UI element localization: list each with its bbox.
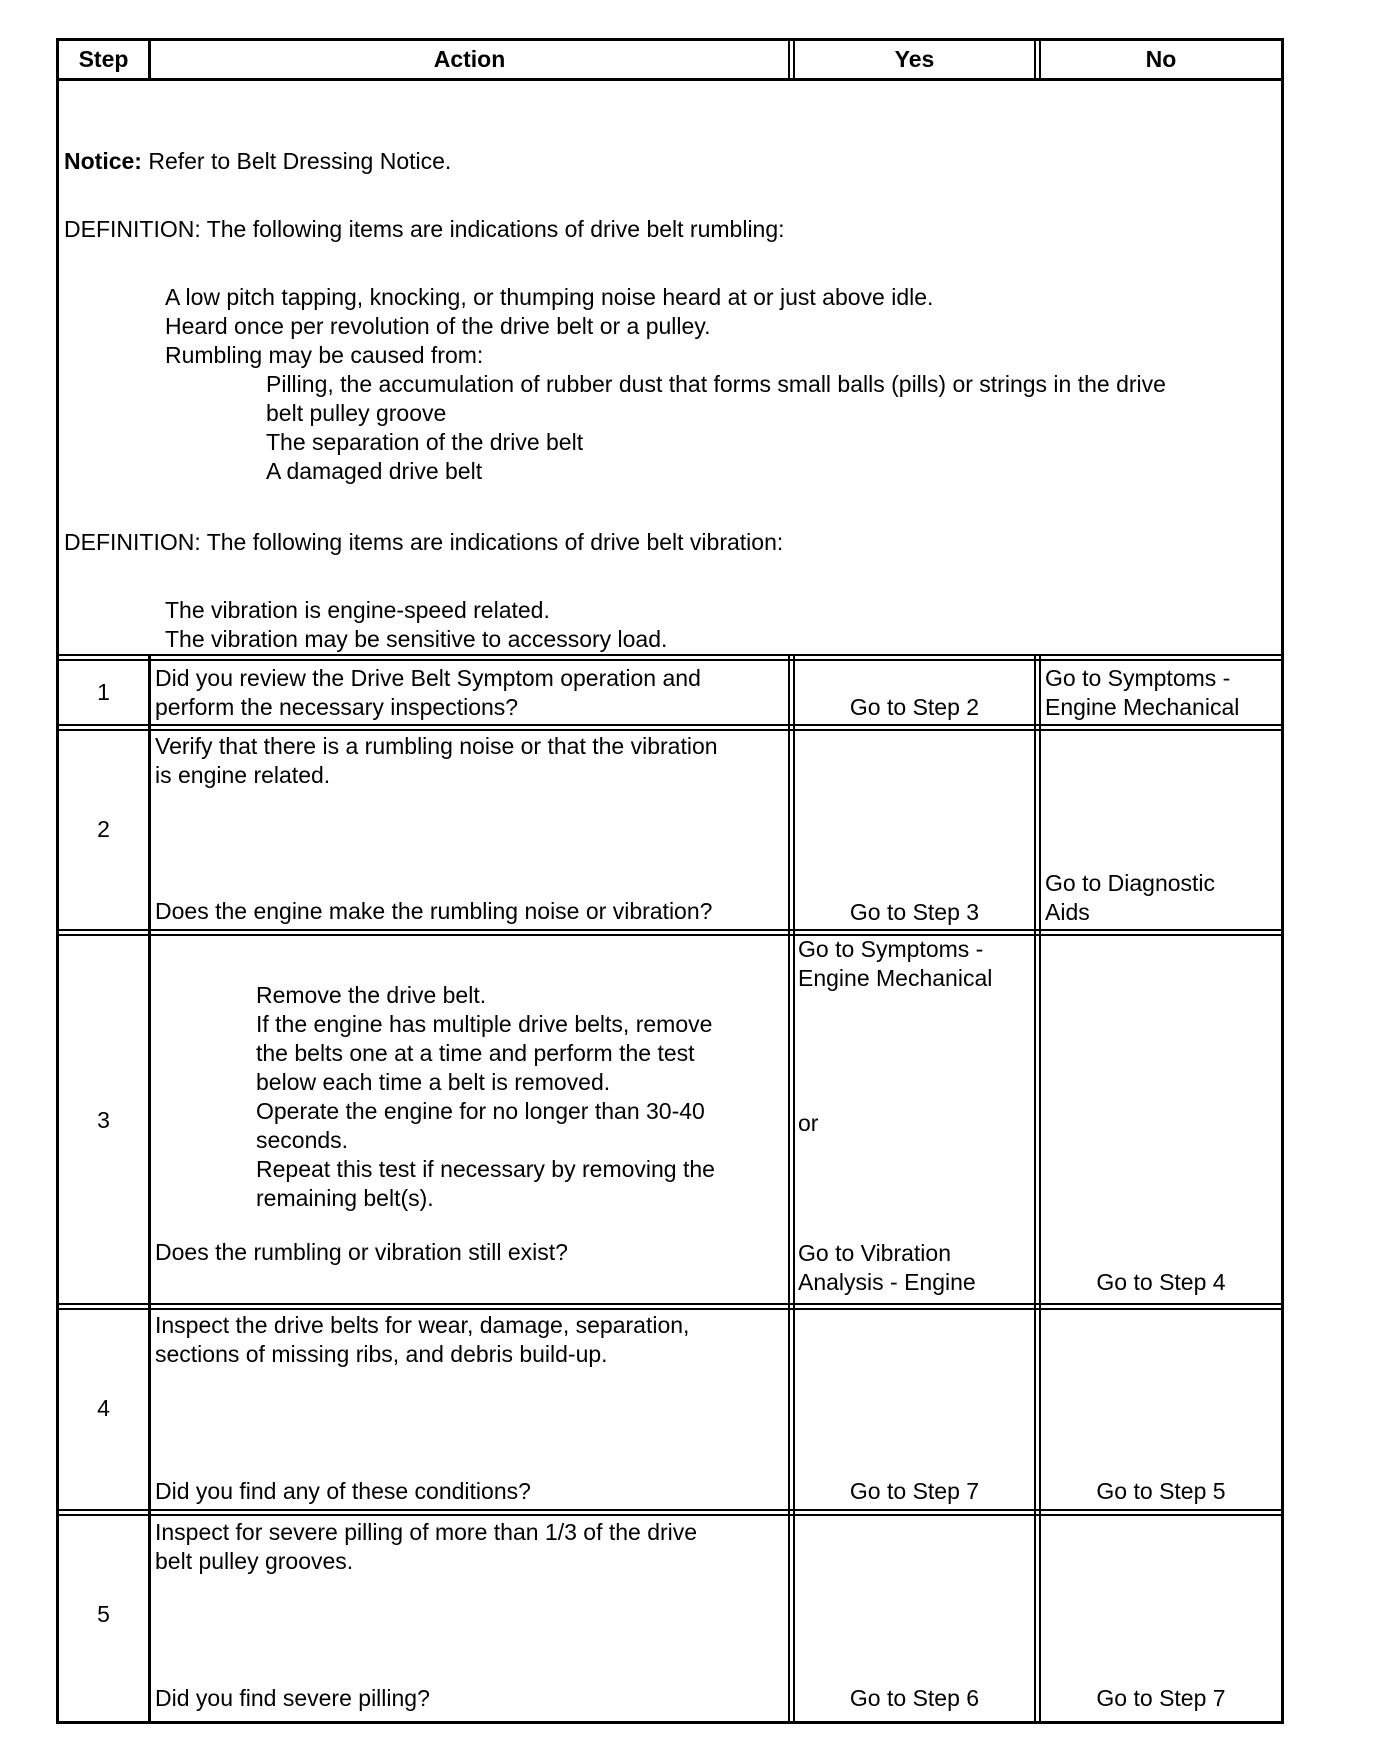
row-divider (56, 1509, 1284, 1511)
list-item: Rumbling may be caused from: (165, 342, 484, 368)
step-no: Go to Diagnostic Aids (1045, 870, 1216, 925)
body-col-divider (1039, 654, 1041, 1724)
body-col-divider (788, 654, 790, 1724)
list-item: Heard once per revolution of the drive belt or a pulley. (165, 313, 711, 339)
step-no: Go to Step 7 (1096, 1685, 1226, 1711)
body-col-divider (148, 654, 151, 1724)
header-col-divider (788, 38, 790, 81)
step-yes: Go to Step 7 (849, 1478, 980, 1504)
step-action: Inspect the drive belts for wear, damage, separation, sections of missing ribs, and debris build-up. (155, 1312, 690, 1367)
table-border-left (56, 38, 59, 1724)
list-item: Pilling, the accumulation of rubber dust that forms small balls (pills) or strings in the drive (266, 371, 1166, 397)
list-item: The separation of the drive belt (266, 429, 584, 455)
notice-text: Refer to Belt Dressing Notice. (141, 148, 452, 174)
step-action: Inspect for severe pilling of more than 1/3 of the drive belt pulley grooves. (155, 1519, 698, 1574)
step-number: 3 (97, 1107, 110, 1133)
list-item: belt pulley groove (266, 400, 447, 426)
row-divider (56, 934, 1284, 936)
table-border-right (1281, 38, 1284, 1724)
row-divider (56, 1308, 1284, 1310)
header-no: No (1145, 46, 1177, 72)
vibration-indications (165, 596, 1265, 654)
row-divider (56, 729, 1284, 731)
step-yes-or: or (798, 1110, 819, 1136)
header-step: Step (78, 46, 129, 72)
step-question: Did you find any of these conditions? (155, 1478, 531, 1504)
definition-vibration: DEFINITION: The following items are indications of drive belt vibration: (64, 529, 784, 555)
row-divider (56, 659, 1284, 661)
step-no: Go to Step 5 (1096, 1478, 1226, 1504)
row-divider (56, 1303, 1284, 1305)
header-action: Action (433, 46, 506, 72)
step-yes: Go to Step 6 (849, 1685, 980, 1711)
list-item: A low pitch tapping, knocking, or thumping noise heard at or just above idle. (165, 284, 934, 310)
step-no: Go to Symptoms - Engine Mechanical (1045, 665, 1240, 720)
step-number: 5 (97, 1601, 110, 1627)
rumbling-causes (266, 370, 1276, 486)
row-divider (56, 1514, 1284, 1516)
body-col-divider (793, 654, 795, 1724)
definition-rumbling: DEFINITION: The following items are indications of drive belt rumbling: (64, 216, 785, 242)
header-col-divider (1034, 38, 1036, 81)
step-number: 2 (97, 816, 110, 842)
step-question: Does the engine make the rumbling noise or vibration? (155, 898, 713, 924)
list-item: The vibration may be sensitive to accessory load. (165, 626, 668, 652)
row-divider (56, 929, 1284, 931)
step-action: Did you review the Drive Belt Symptom operation and perform the necessary inspections? (155, 665, 701, 720)
step-yes: Go to Step 2 (849, 694, 980, 720)
row-divider (56, 724, 1284, 726)
body-col-divider (1034, 654, 1036, 1724)
list-item: The vibration is engine-speed related. (165, 597, 550, 623)
table-border-bottom (56, 1721, 1284, 1724)
notice-label: Notice: (64, 148, 142, 174)
notice-line (64, 147, 1264, 176)
step-yes: Go to Step 3 (849, 899, 980, 925)
step-yes: Go to Symptoms - Engine Mechanical (798, 936, 993, 991)
header-divider (56, 78, 1284, 81)
header-yes: Yes (894, 46, 935, 72)
step-number: 1 (97, 679, 110, 705)
step-question: Did you find severe pilling? (155, 1685, 430, 1711)
step-action: Remove the drive belt. If the engine has multiple drive belts, remove the belts one at a time and perform the test below each time a belt is removed. Operate the engine for no longer than 30-40 seconds. Repeat this test if necessary by removing the remaining belt(s). (256, 982, 715, 1211)
list-item: A damaged drive belt (266, 458, 483, 484)
step-no: Go to Step 4 (1096, 1269, 1226, 1295)
step-number: 4 (97, 1395, 110, 1421)
row-divider (56, 654, 1284, 656)
diagnostic-table (56, 38, 1284, 1724)
step-question: Does the rumbling or vibration still exist? (155, 1239, 568, 1265)
step-yes-alt: Go to Vibration Analysis - Engine (798, 1240, 976, 1295)
step-action: Verify that there is a rumbling noise or that the vibration is engine related. (155, 733, 718, 788)
rumbling-indications (165, 283, 1265, 370)
table-border-top (56, 38, 1284, 41)
